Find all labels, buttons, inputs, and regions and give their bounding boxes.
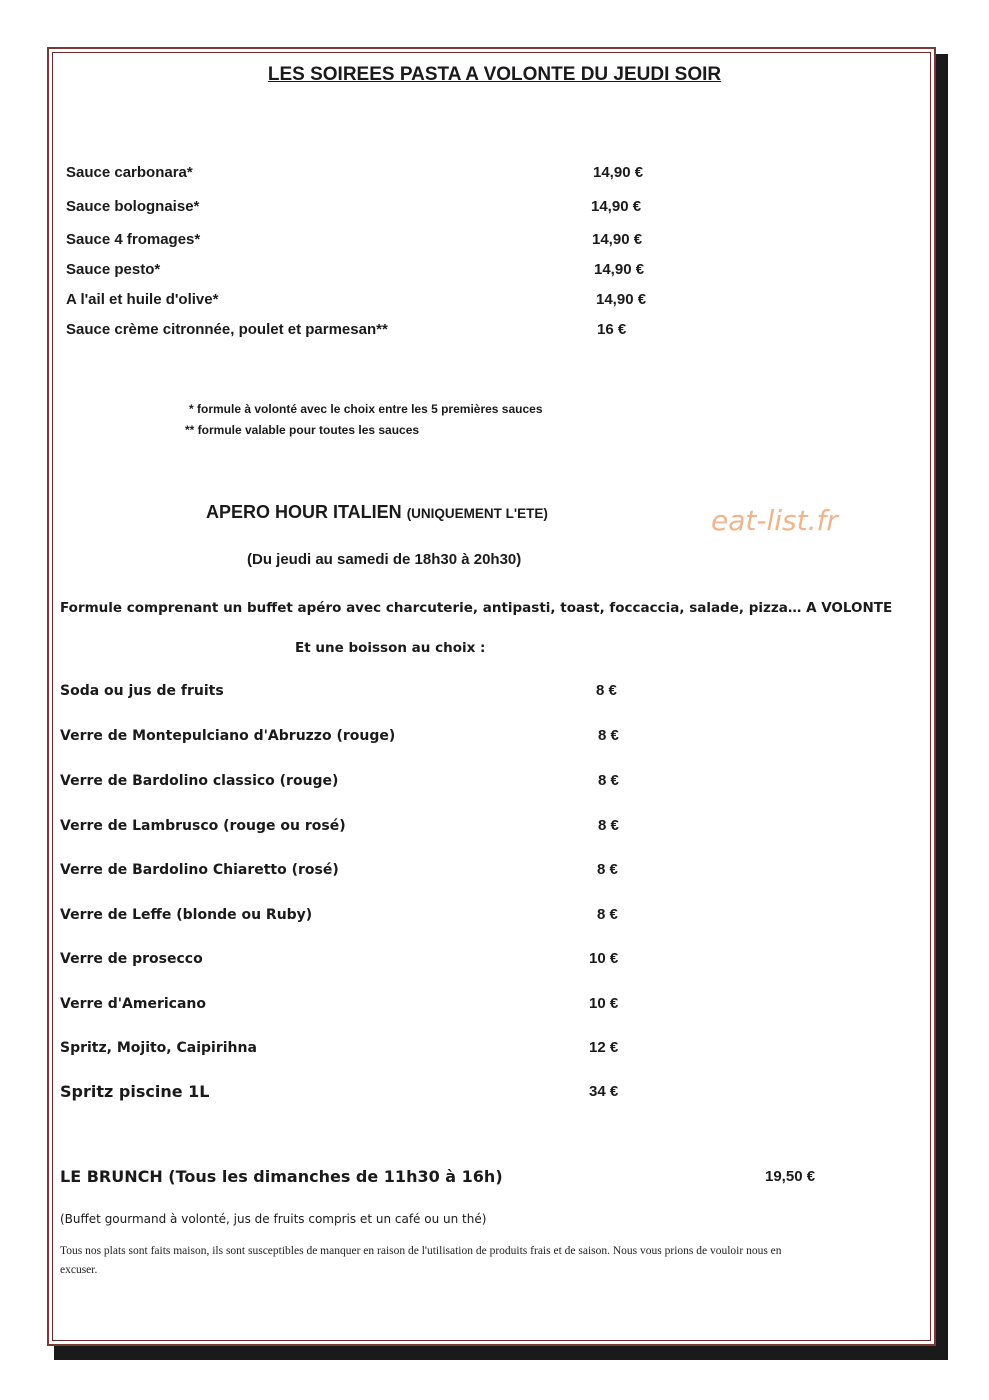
pasta-item-price: 14,90 € xyxy=(593,164,644,181)
drink-item-price: 8 € xyxy=(597,906,618,923)
drink-item-name: Verre de prosecco xyxy=(60,951,203,967)
brunch-label: LE BRUNCH (Tous les dimanches de 11h30 à 16h) xyxy=(60,1167,503,1186)
drink-item-name: Verre de Montepulciano d'Abruzzo (rouge) xyxy=(60,728,396,744)
drink-item-price: 10 € xyxy=(589,950,619,967)
drink-intro: Et une boisson au choix : xyxy=(295,640,486,656)
pasta-item-name: Sauce 4 fromages* xyxy=(66,231,201,248)
drink-item-name: Spritz, Mojito, Caipirihna xyxy=(60,1040,257,1056)
drink-item-name: Verre d'Americano xyxy=(60,996,207,1012)
drink-item-price: 34 € xyxy=(589,1083,619,1100)
apero-hours: (Du jeudi au samedi de 18h30 à 20h30) xyxy=(247,551,522,568)
apero-title-suffix: (UNIQUEMENT L'ETE) xyxy=(406,506,548,521)
drink-item-price: 8 € xyxy=(598,727,619,744)
pasta-item-price: 14,90 € xyxy=(591,198,642,215)
watermark: eat-list.fr xyxy=(711,504,838,537)
apero-title xyxy=(206,502,548,523)
pasta-item-price: 16 € xyxy=(597,321,627,338)
footnote: * formule à volonté avec le choix entre les 5 premières sauces xyxy=(189,402,543,416)
apero-title-main: APERO HOUR ITALIEN xyxy=(206,502,402,522)
drink-item-price: 8 € xyxy=(597,861,618,878)
pasta-item-name: Sauce bolognaise* xyxy=(66,198,200,215)
drink-item-name: Spritz piscine 1L xyxy=(60,1082,210,1101)
pasta-item-price: 14,90 € xyxy=(592,231,643,248)
drink-item-price: 8 € xyxy=(598,817,619,834)
drink-item-name: Verre de Lambrusco (rouge ou rosé) xyxy=(60,818,346,834)
disclaimer-end: excuser. xyxy=(60,1264,98,1276)
disclaimer: Tous nos plats sont faits maison, ils sont susceptibles de manquer en raison de l'utilisation de produits frais et de saison. Nous vous prions de vouloir nous en xyxy=(60,1245,782,1257)
pasta-item-name: Sauce carbonara* xyxy=(66,164,193,181)
drink-item-price: 12 € xyxy=(589,1039,619,1056)
apero-formula: Formule comprenant un buffet apéro avec charcuterie, antipasti, toast, foccaccia, salade, pizza… A VOLONTE xyxy=(60,600,893,616)
drink-item-name: Verre de Leffe (blonde ou Ruby) xyxy=(60,907,313,923)
footnote: ** formule valable pour toutes les sauces xyxy=(185,423,420,437)
drink-item-name: Verre de Bardolino Chiaretto (rosé) xyxy=(60,862,339,878)
pasta-item-name: Sauce crème citronnée, poulet et parmesan** xyxy=(66,321,388,338)
pasta-item-name: Sauce pesto* xyxy=(66,261,161,278)
pasta-item-price: 14,90 € xyxy=(594,261,645,278)
drink-item-price: 8 € xyxy=(598,772,619,789)
brunch-price: 19,50 € xyxy=(765,1168,816,1185)
pasta-item-name: A l'ail et huile d'olive* xyxy=(66,291,219,308)
drink-item-price: 10 € xyxy=(589,995,619,1012)
pasta-item-price: 14,90 € xyxy=(596,291,647,308)
drink-item-price: 8 € xyxy=(596,682,617,699)
brunch-details: (Buffet gourmand à volonté, jus de fruits compris et un café ou un thé) xyxy=(60,1212,487,1226)
drink-item-name: Verre de Bardolino classico (rouge) xyxy=(60,773,339,789)
drink-item-name: Soda ou jus de fruits xyxy=(60,683,224,699)
page-title: LES SOIREES PASTA A VOLONTE DU JEUDI SOIR xyxy=(267,64,722,85)
